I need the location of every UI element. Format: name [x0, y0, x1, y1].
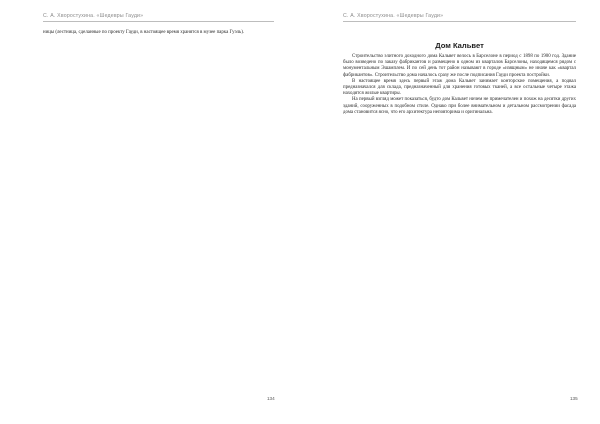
right-page [300, 0, 600, 424]
paragraph: ницы (лестница, сделанные по проекту Гауди, в настоящее время хранятся в музее парка Гуэль). [43, 30, 245, 35]
paragraph: Строительство элитного доходного дома Кальвет велось в Барселоне в период с 1898 по 1900 год. Здание было возведено по заказу фабрикантов и размещено в одном из кварталов Барселоны, находящемся рядом с монументальным Эшамплем. И по сей день тот район называют в городе «изящным» не иначе как «квартал фабрикантов». Строительство дома началось сразу же после подписания Гауди проекта постройки. [343, 54, 576, 78]
running-head: С. А. Хворостухина. «Шедевры Гауди» [343, 13, 444, 19]
page-number: 135 [570, 396, 578, 401]
paragraph: В настоящее время здесь первый этаж дома Кальвет занимает конторские помещения, а подвал предназначался для склада, предназначенный для хранения готовых тканей, а все остальные четыре этажа находятся жилые квартиры. [343, 78, 576, 97]
body-text [43, 30, 274, 36]
header-rule [343, 21, 576, 22]
header-rule [43, 21, 274, 22]
chapter-title: Дом Кальвет [435, 41, 484, 50]
paragraph: На первый взгляд может показаться, будто дом Кальвет ничем не примечателен и похож на десятки других зданий, сооруженных в подобном стиле. Однако при более внимательном и детальном рассмотрении фасада дома становится ясно, что его архитектура неповторима и оригинальна. [343, 97, 576, 115]
page-number: 134 [267, 396, 275, 401]
running-head: С. А. Хворостухина. «Шедевры Гауди» [43, 13, 144, 19]
body-text [343, 54, 576, 116]
